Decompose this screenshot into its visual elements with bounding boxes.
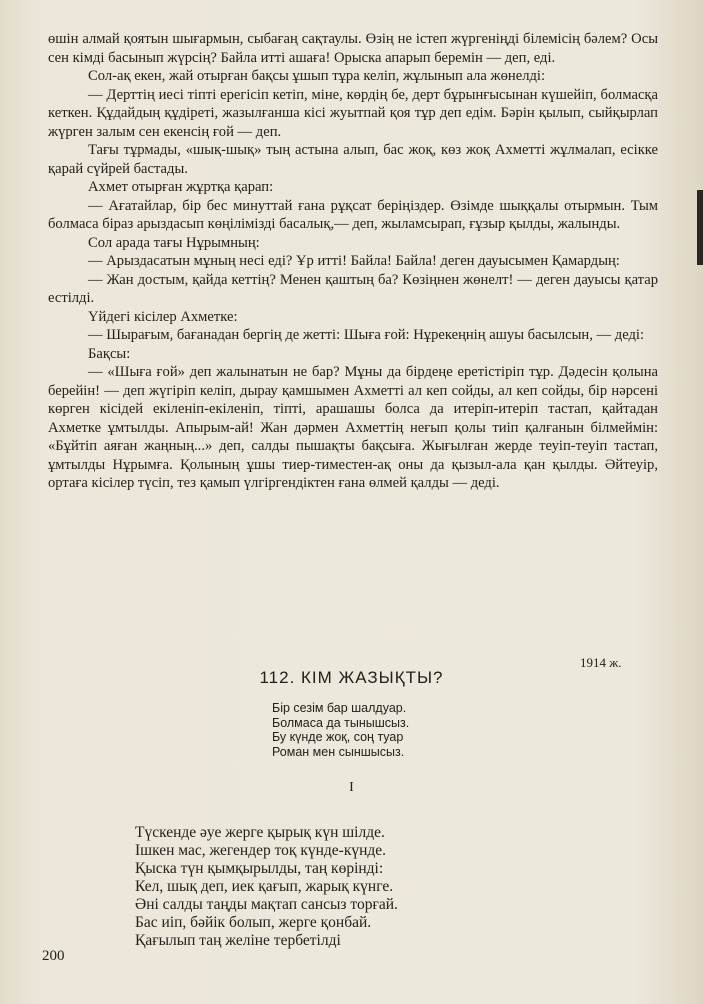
prose-paragraph: Ахмет отырған жұртқа қарап: [88,179,274,195]
poem [135,824,398,950]
poem-line: Бас иіп, бәйік болып, жерге қонбай. [135,914,372,931]
poem-line: Ішкен мас, жегендер тоқ күнде-күнде. [135,842,387,859]
epigraph-line: Болмаса да тынышсыз. [272,715,410,730]
chapter-title: 112. КІМ ЖАЗЫҚТЫ? [259,668,444,687]
prose-paragraph: — Жан достым, қайда кеттің? Менен қаштың ба? Көзіңнен жөнелт! — деген дауысы қатар естілді. [48,271,658,306]
prose-paragraph: — Арыздасатын мұның несі еді? Ұр итті! Байла! Байла! деген дауысымен Қамардың: [88,253,620,269]
prose-text [48,30,658,493]
poem-line: Кел, шық деп, иек қағып, жарық күнге. [135,878,394,895]
poem-line: Әні салды таңды мақтап сансыз торғай. [135,896,398,913]
prose-paragraph: — Ағатайлар, бір бес минуттай ғана рұқсат беріңіздер. Өзімде шыққалы отырмын. Тым болмаса біраз арыздасып көңілімізді басалық,— деп, жыламсырап, ғұзыр қылды, жалынды. [48,197,658,232]
date-line: 1914 ж. [580,655,622,670]
prose-paragraph: Тағы тұрмады, «шық-шық» тың астына алып, бас жоқ, көз жоқ Ахметті жұлмалап, есікке қарай сүйрей бастады. [48,142,658,177]
prose-paragraph: өшін алмай қоятын шығармын, сыбағаң сақтаулы. Өзің не істеп жүргеніңді білемісің бәлем? Осы сен кімді басынып жүрсің? Байла итті ашаға! Орыска апарып беремін — деп, еді. [48,31,658,66]
prose-paragraph: Сол арада тағы Нұрымның: [88,234,260,251]
prose-paragraph: Бақсы: [88,345,131,362]
poem-line: Түскенде әуе жерге қырық күн шілде. [135,824,385,841]
prose-paragraph: — «Шыға ғой» деп жалынатын не бар? Мұны да бірдеңе еретістіріп тұр. Дәдесін қолына берейін! — деп жүгіріп келіп, дырау қамшымен Ахметті ал кеп сойды, ал кеп сойды, бір нәрсені көрген кісідей екіленіп-екіленіп, тіпті, арашашы болса да итеріп-итеріп тастап, қайтадан Ахметке ұмтылды. Апырым-ай! Жан дәрмен Ахметтің неғып қолы тиіп қалғанын білмеймін: «Бұйтіп аяған жаңның...» деп, салды пышақты бақсыға. Жығылған жерде теуіп-теуіп тастап, ұмтылды Нұрымға. Қолының ұшы тиер-тиместен-ақ оны да қызыл-ала қан қылды. Әйтеуір, ортаға кісілер түсіп, тез қамып үлгіргендіктен ғана өлмей қалды — деді. [48,364,658,491]
page-edge-shadow [697,190,703,265]
page-number: 200 [42,948,65,964]
section-number: I [349,780,354,795]
prose-paragraph: Сол-ақ екен, жай отырған бақсы ұшып тұра келіп, жұлынып ала жөнелді: [88,68,546,84]
epigraph [272,701,409,759]
epigraph-line: Бу күнде жоқ, соң туар [272,730,404,744]
prose-paragraph: — Шырағым, бағанадан бергің де жетті: Шыға ғой: Нұрекеңнің ашуы басылсын, — деді: [88,327,645,343]
prose-paragraph: — Дерттің иесі тіпті ерегісіп кетіп, міне, көрдің бе, дерт бұрынғысынан күшейіп, болмасқа кеткен. Құдайдың құдіреті, жазылғанша кісі жуытпай қоя тұр деп едім. Бәрін қылып, сыйқырлап жүрген залым сен екенсің ғой — деп. [48,86,658,140]
epigraph-line: Бір сезім бар шалдуар. [272,701,407,715]
prose-paragraph: Үйдегі кісілер Ахметке: [88,308,238,325]
poem-line: Қыска түн қымқырылды, таң көрінді: [135,860,384,877]
poem-line: Қағылып таң желіне тербетілді [135,932,341,949]
epigraph-line: Роман мен сыншысыз. [272,744,405,759]
